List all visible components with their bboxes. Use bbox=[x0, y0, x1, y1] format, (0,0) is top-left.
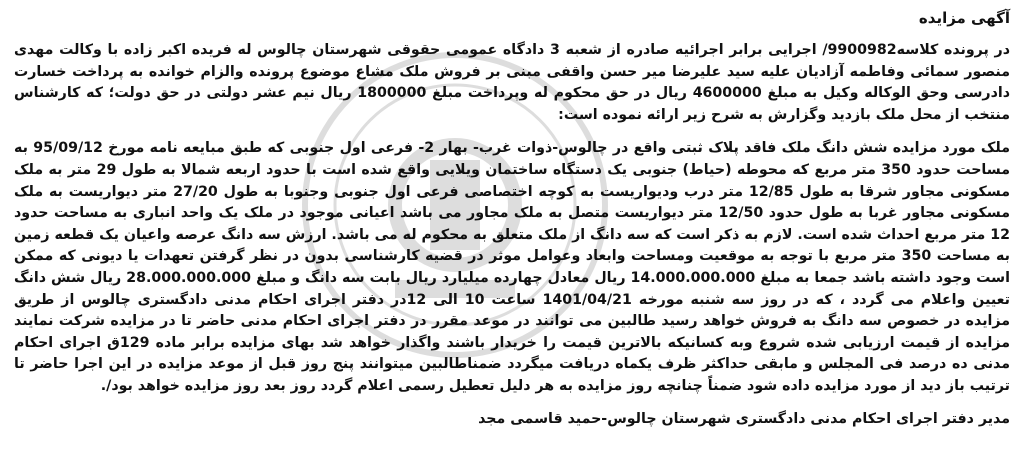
notice-paragraph-property: ملک مورد مزایده شش دانگ ملک فاقد پلاک ثبتی واقع در چالوس-ذوات غرب- بهار 2- فرعی اول جنوبی که طبق مبایعه نامه مورخ 95/09/12 به مساحت حدود 350 متر مربع که محوطه (حیاط) جنوبی یک دستگاه ساختمان ویلایی واقع شده است با حدود اربعه شمالا به طول 29 متر به ملک مسکونی مجاور شرقا به طول 12/85 متر درب ودیواریست به کوچه اختصاصی فرعی اول جنوبی وجنوبا به طول 27/20 متر دیواریست به ملک مسکونی مجاور غربا به طول حدود 12/50 متر دیواریست متصل به ملک مجاور می باشد اعیانی موجود در ملک یک واحد انباری به مساحت حدود 12 متر مربع احداث شده است. لازم به ذکر است که سه دانگ از ملک متعلق به محکوم له می باشد. ارزش سه دانگ عرصه واعیان یک قطعه زمین به مساحت 350 متر مربع با توجه به موقعیت ومساحت وابعاد وعوامل موثر در قضیه کارشناسی بدون در نظر گرفتن تعهدات یا دیونی که ممکن است وجود داشته باشد جمعا به مبلغ 14.000.000.000 ریال معادل چهارده میلیارد ریال بابت سه دانگ و مبلغ 28.000.000.000 ریال شش دانگ تعیین واعلام می گردد ، که در روز سه شنبه مورخه 1401/04/21 ساعت 10 الی 12در دفتر اجرای احکام مدنی دادگستری چالوس از طریق مزایده در خصوص سه دانگ به فروش خواهد رسید طالبین می توانند در موعد مقرر در دفتر اجرای احکام مدنی حاضر تا در مزایده شرکت نمایند مزایده از قیمت ارزیابی شده شروع وبه کسانیکه بالاترین قیمت را خریدار باشند واگذار خواهد شد بهای مزایده برابر ماده 129ق اجرای احکام مدنی ده درصد فی المجلس و مابقی حداکثر ظرف یکماه دریافت میگردد ضمناطالبین میتوانند پنج روز قبل از موعد مزایده در این اجرا حاضر تا ترتیب باز دید از مورد مزایده داده شود ضمناً چنانچه روز مزایده به هر دلیل تعطیل رسمی اعلام گردد روز بعد روز مزایده خواهد بود/. bbox=[14, 140, 1011, 394]
notice-title: آگهی مزایده bbox=[918, 9, 1010, 27]
notice-signature: مدیر دفتر اجرای احکام مدنی دادگستری شهرستان چالوس-حمید قاسمی مجد bbox=[478, 410, 1010, 427]
notice-paragraph-case: در پرونده کلاسه9900982/ اجرایی برابر اجرائیه صادره از شعبه 3 دادگاه عمومی حقوقی شهرستان چالوس له فریده اکبر زاده با وکالت مهدی منصور سمائی وفاطمه آزادیان علیه سید علیرضا میر حسن واقفی مبنی بر فروش ملک مشاع موضوع پرونده والزام خوانده به پرداخت خسارت دادرسی وحق الوکاله وکیل به مبلغ 4600000 ریال در حق محکوم له وپرداخت مبلغ 1800000 ریال نیم عشر دولتی در حق دولت؛ که کارشناس منتخب از محل ملک بازدید وگزارش به شرح زیر ارائه نموده است: bbox=[14, 42, 1010, 123]
